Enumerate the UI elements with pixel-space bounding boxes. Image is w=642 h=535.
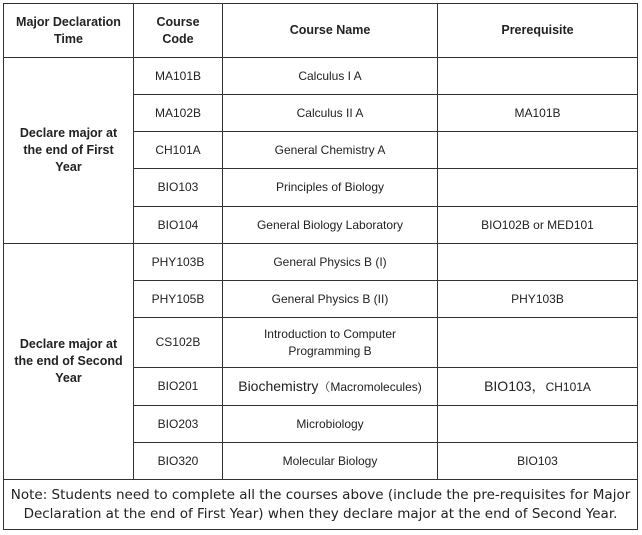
- footnote: Note: Students need to complete all the courses above (include the pre-requisites for Major Declaration at the end of First Year) when they declare major at the end of Second Year.: [4, 480, 638, 530]
- course-name: Principles of Biology: [223, 169, 438, 207]
- table-row: [4, 58, 638, 95]
- course-name: General Physics B (II): [223, 281, 438, 318]
- course-prerequisite: [438, 58, 638, 95]
- course-code: MA102B: [134, 95, 223, 132]
- course-code: CH101A: [134, 132, 223, 169]
- course-name-sub: （Macromolecules): [318, 379, 422, 394]
- header-prerequisite: Prerequisite: [438, 4, 638, 58]
- course-name: Introduction to Computer Programming B: [223, 318, 438, 368]
- course-table: [3, 3, 638, 530]
- course-name: Calculus II A: [223, 95, 438, 132]
- course-prerequisite: PHY103B: [438, 281, 638, 318]
- prerequisite-sub: CH101A: [545, 379, 591, 394]
- course-prerequisite: [438, 406, 638, 443]
- course-name: General Chemistry A: [223, 132, 438, 169]
- prerequisite-main: BIO103，: [484, 377, 546, 394]
- course-name: General Physics B (I): [223, 244, 438, 281]
- course-prerequisite: MA101B: [438, 95, 638, 132]
- course-prerequisite: BIO103: [438, 443, 638, 480]
- header-row: [4, 4, 638, 58]
- group-label-second-year: Declare major at the end of Second Year: [4, 244, 134, 480]
- course-name: Calculus I A: [223, 58, 438, 95]
- course-prerequisite: [438, 318, 638, 368]
- course-code: MA101B: [134, 58, 223, 95]
- course-code: BIO103: [134, 169, 223, 207]
- course-prerequisite: [438, 244, 638, 281]
- course-code: BIO203: [134, 406, 223, 443]
- header-major-declaration-time: Major Declaration Time: [4, 4, 134, 58]
- course-prerequisite: [438, 169, 638, 207]
- course-prerequisite: [438, 368, 638, 406]
- course-prerequisite: BIO102B or MED101: [438, 207, 638, 244]
- note-row: [4, 480, 638, 530]
- course-name: [223, 368, 438, 406]
- course-code: PHY103B: [134, 244, 223, 281]
- table-row: [4, 244, 638, 281]
- course-code: BIO320: [134, 443, 223, 480]
- course-name: General Biology Laboratory: [223, 207, 438, 244]
- course-name: Microbiology: [223, 406, 438, 443]
- course-name: Molecular Biology: [223, 443, 438, 480]
- course-prerequisite: [438, 132, 638, 169]
- course-code: BIO104: [134, 207, 223, 244]
- course-code: BIO201: [134, 368, 223, 406]
- group-label-first-year: Declare major at the end of First Year: [4, 58, 134, 244]
- course-code: CS102B: [134, 318, 223, 368]
- course-code: PHY105B: [134, 281, 223, 318]
- course-name-main: Biochemistry: [238, 377, 319, 394]
- header-course-code: Course Code: [134, 4, 223, 58]
- header-course-name: Course Name: [223, 4, 438, 58]
